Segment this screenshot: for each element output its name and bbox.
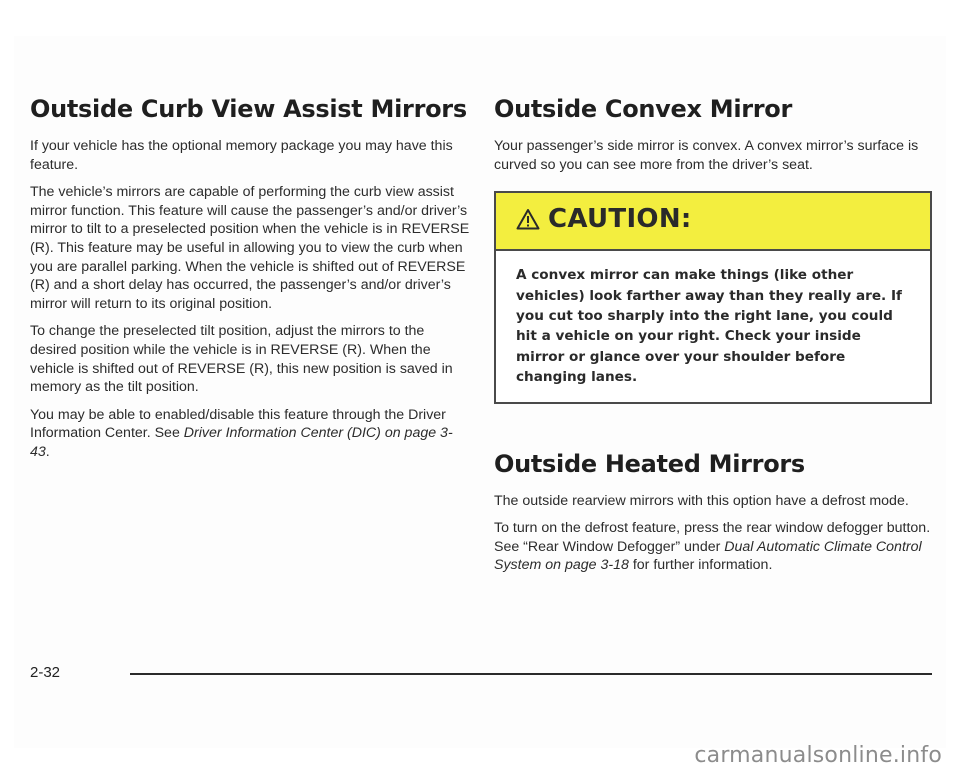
curb-view-paragraph-2: The vehicle’s mirrors are capable of performing the curb view assist mirror function. This feature will cause the passenger’s and/or driver’s mirror to tilt to a preselected position when the vehicle is in REVERSE (R). This feature may be useful in allowing you to view the curb when you are parallel parking. When the vehicle is shifted out of REVERSE (R) and a short delay has occurred, the passenger’s and/or driver’s mirror will return to its original position. <box>30 184 470 312</box>
heated-mirrors-paragraph-2-end: for further information. <box>628 557 773 574</box>
left-column <box>30 36 470 462</box>
caution-box <box>494 191 932 403</box>
curb-view-paragraph-4 <box>30 406 470 462</box>
page-number: 2-32 <box>30 664 61 681</box>
convex-mirror-heading: Outside Convex Mirror <box>494 95 793 123</box>
caution-label: CAUTION: <box>548 204 692 235</box>
footer-rule <box>130 673 932 675</box>
curb-view-paragraph-4-text: You may be able to enabled/disable this feature through the Driver Information Center. See <box>30 406 446 442</box>
watermark: carmanualsonline.info <box>694 743 942 768</box>
heated-mirrors-paragraph-2-text: To turn on the defrost feature, press the rear window defogger button. See “Rear Window Defogger” under <box>494 520 931 555</box>
dic-page-reference: Driver Information Center (DIC) on page 3-43 <box>30 425 453 460</box>
curb-view-paragraph-4-end: . <box>45 443 50 460</box>
curb-view-heading: Outside Curb View Assist Mirrors <box>30 95 467 123</box>
convex-mirror-paragraph: Your passenger’s side mirror is convex. A convex mirror’s surface is curved so you can see more from the driver’s seat. <box>494 138 919 173</box>
climate-control-page-reference: Dual Automatic Climate Control System on page 3-18 <box>494 538 922 574</box>
manual-page <box>14 36 946 748</box>
right-column <box>494 36 934 575</box>
curb-view-paragraph-1: If your vehicle has the optional memory package you may have this feature. <box>30 138 453 173</box>
caution-text: A convex mirror can make things (like other vehicles) look farther away than they really are. If you cut too sharply into the right lane, you could hit a vehicle on your right. Check your inside mirror or glance over your shoulder before changing lanes. <box>516 267 902 386</box>
heated-mirrors-heading: Outside Heated Mirrors <box>494 449 805 478</box>
heated-mirrors-paragraph-1: The outside rearview mirrors with this option have a defrost mode. <box>494 492 909 509</box>
caution-header <box>496 193 930 251</box>
curb-view-paragraph-3: To change the preselected tilt position, adjust the mirrors to the desired position while the vehicle is in REVERSE (R). When the vehicle is shifted out of REVERSE (R), this new position is saved in memory as the tilt position. <box>30 323 453 396</box>
heated-mirrors-paragraph-2 <box>494 519 934 575</box>
warning-triangle-icon <box>516 208 540 230</box>
